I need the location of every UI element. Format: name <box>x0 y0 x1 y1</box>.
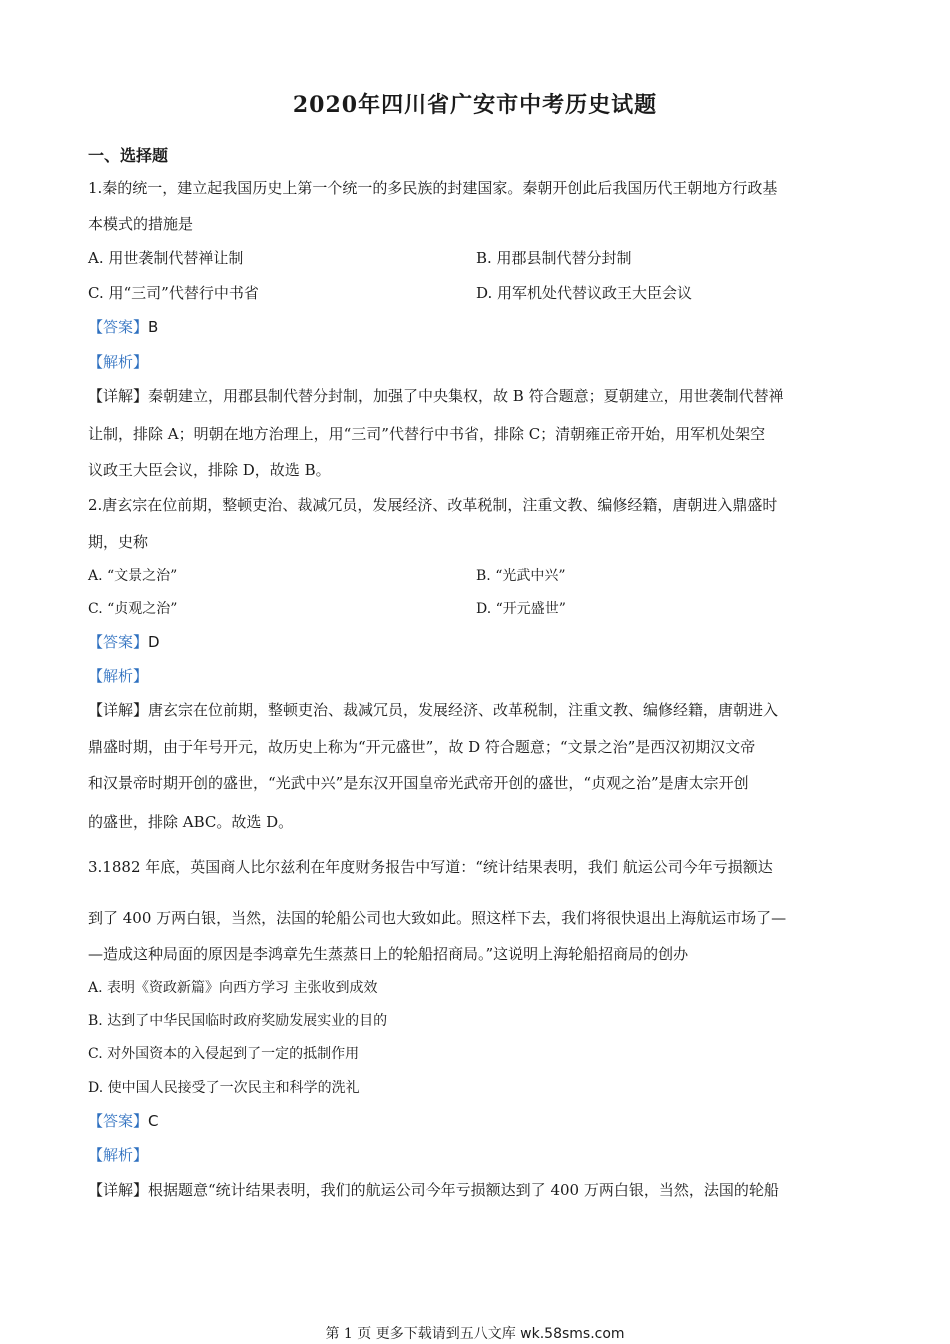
q3-option-d: D. 使中国人民接受了一次民主和科学的洗礼 <box>88 1080 360 1096</box>
q2-detail-line2: 鼎盛时期，由于年号开元，故历史上称为“开元盛世”，故 D 符合题意；“文景之治”是西汉初期汉文帝 <box>88 738 756 756</box>
q3-stem-line3: —造成这种局面的原因是李鸿章先生蒸蒸日上的轮船招商局。”这说明上海轮船招商局的创办 <box>88 945 689 963</box>
q3-option-a: A. 表明《资政新篇》向西方学习 主张收到成效 <box>88 980 378 996</box>
q3-answer <box>88 1111 868 1131</box>
section-heading: 一、选择题 <box>88 146 169 165</box>
answer-tag: 【答案】 <box>88 633 149 651</box>
q2-stem-line2: 期，史称 <box>88 533 149 551</box>
footer-text: 第 1 页 更多下载请到五八文库 <box>325 1326 516 1342</box>
page-title: 2020年四川省广安市中考历史试题 <box>292 92 658 118</box>
q1-answer <box>88 317 868 337</box>
answer-tag: 【答案】 <box>88 1112 149 1130</box>
q3-option-c: C. 对外国资本的入侵起到了一定的抵制作用 <box>88 1046 360 1062</box>
q2-option-c: C. “贞观之治” <box>88 601 178 617</box>
q3-stem-line2: 到了 400 万两白银，当然，法国的轮船公司也大致如此。照这样下去，我们将很快退出上海航运市场了— <box>88 909 787 927</box>
page-footer <box>0 1323 950 1343</box>
q2-detail-line1 <box>88 700 868 720</box>
q1-option-a: A. 用世袭制代替禅让制 <box>88 249 244 267</box>
q1-option-c: C. 用“三司”代替行中书省 <box>88 284 259 302</box>
q2-answer <box>88 632 868 652</box>
q2-option-d: D. “开元盛世” <box>476 601 566 617</box>
q1-detail-line2: 让制，排除 A；明朝在地方治理上，用“三司”代替行中书省，排除 C；清朝雍正帝开始，用军机处架空 <box>88 425 766 443</box>
q1-detail-line1 <box>88 386 868 406</box>
q1-option-b: B. 用郡县制代替分封制 <box>476 249 632 267</box>
detail-tag: 【详解】 <box>88 387 149 405</box>
q1-option-d: D. 用军机处代替议政王大臣会议 <box>476 284 693 302</box>
q1-analysis-tag: 【解析】 <box>88 353 149 371</box>
answer-value: D <box>148 633 160 651</box>
answer-value: C <box>148 1112 159 1130</box>
answer-tag: 【答案】 <box>88 318 149 336</box>
q1-detail-line3: 议政王大臣会议，排除 D，故选 B。 <box>88 461 331 479</box>
q2-option-b: B. “光武中兴” <box>476 568 566 584</box>
answer-value: B <box>148 318 159 336</box>
q3-stem-line1: 3.1882 年底，英国商人比尔兹利在年度财务报告中写道：“统计结果表明，我们 航运公司今年亏损额达 <box>88 858 773 876</box>
q2-detail-line3: 和汉景帝时期开创的盛世，“光武中兴”是东汉开国皇帝光武帝开创的盛世，“贞观之治”是唐太宗开创 <box>88 774 749 792</box>
q2-analysis-tag: 【解析】 <box>88 667 149 685</box>
q2-option-a: A. “文景之治” <box>88 568 178 584</box>
detail-tag: 【详解】 <box>88 1181 149 1199</box>
detail-text: 秦朝建立，用郡县制代替分封制，加强了中央集权，故 B 符合题意；夏朝建立，用世袭制代替禅 <box>148 387 784 405</box>
q2-stem-line1: 2.唐玄宗在位前期，整顿吏治、裁减冗员，发展经济、改革税制，注重文教、编修经籍，唐朝进入鼎盛时 <box>88 496 778 514</box>
detail-tag: 【详解】 <box>88 701 149 719</box>
q3-analysis-tag: 【解析】 <box>88 1146 149 1164</box>
q3-detail-line1 <box>88 1180 868 1200</box>
q1-stem-line1: 1.秦的统一，建立起我国历史上第一个统一的多民族的封建国家。秦朝开创此后我国历代王朝地方行政基 <box>88 179 778 197</box>
q1-stem-line2: 本模式的措施是 <box>88 215 194 233</box>
q3-option-b: B. 达到了中华民国临时政府奖励发展实业的目的 <box>88 1013 388 1029</box>
q2-detail-line4: 的盛世，排除 ABC。故选 D。 <box>88 813 294 831</box>
footer-link[interactable]: wk.58sms.com <box>520 1326 625 1342</box>
detail-text: 唐玄宗在位前期，整顿吏治、裁减冗员，发展经济、改革税制，注重文教、编修经籍，唐朝进入 <box>148 701 779 719</box>
detail-text: 根据题意“统计结果表明，我们的航运公司今年亏损额达到了 400 万两白银，当然，法国的轮船 <box>148 1181 779 1199</box>
